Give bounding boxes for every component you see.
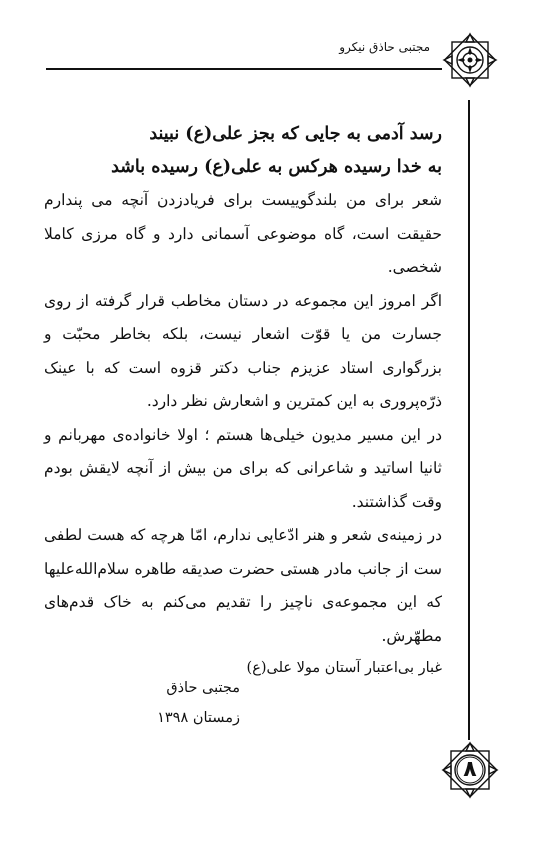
paragraph-2: اگر امروز این مجموعه در دستان مخاطب قرار گرفته از روی جسارت من یا قوّت اشعار نیست، بلکه بخاطر محبّت و بزرگواری استاد عزیزم جناب دکتر قزوه است که با عینک ذرّه‌پروری به این کمترین و اشعارش نظر دارد. xyxy=(44,291,442,410)
page-content xyxy=(44,118,442,683)
signature-date: زمستان ۱۳۹۸ xyxy=(157,710,240,726)
paragraph-4: در زمینه‌ی شعر و هنر ادّعایی ندارم، امّا هرچه که هست لطفی ست از جانب مادر هستی حضرت صدیقه طاهره سلام‌الله‌علیها که این مجموعه‌ی ناچیز را تقدیم می‌کنم به خاک قدم‌های مطهّرش. xyxy=(44,526,442,645)
paragraph-1: شعر برای من بلندگوییست برای فریادزدن آنچه می پندارم حقیقت است، گاه موضوعی آسمانی دارد و گاه مرزی کاملا شخصی. xyxy=(44,191,442,276)
signature-name: مجتبی حاذق xyxy=(166,680,240,696)
page-number: ۸ xyxy=(463,757,477,782)
title-line-1: رسد آدمی به جایی که بجز علی(ع) نبیند xyxy=(149,124,442,144)
title-line-2: به خدا رسیده هرکس به علی(ع) رسیده باشد xyxy=(111,157,442,177)
dedication-line: غبار بی‌اعتبار آستان مولا علی(ع) xyxy=(246,660,442,676)
running-header: مجتبی حاذق نیکرو xyxy=(339,40,430,54)
header-rule xyxy=(46,68,442,70)
top-ornament-icon xyxy=(440,30,500,90)
paragraph-3: در این مسیر مدیون خیلی‌ها هستم ؛ اولا خانواده‌ی مهربانم و ثانیا اساتید و شاعرانی که برای من بیش از آنچه لایقش بودم وقت گذاشتند. xyxy=(44,425,442,511)
side-rule xyxy=(468,100,470,740)
